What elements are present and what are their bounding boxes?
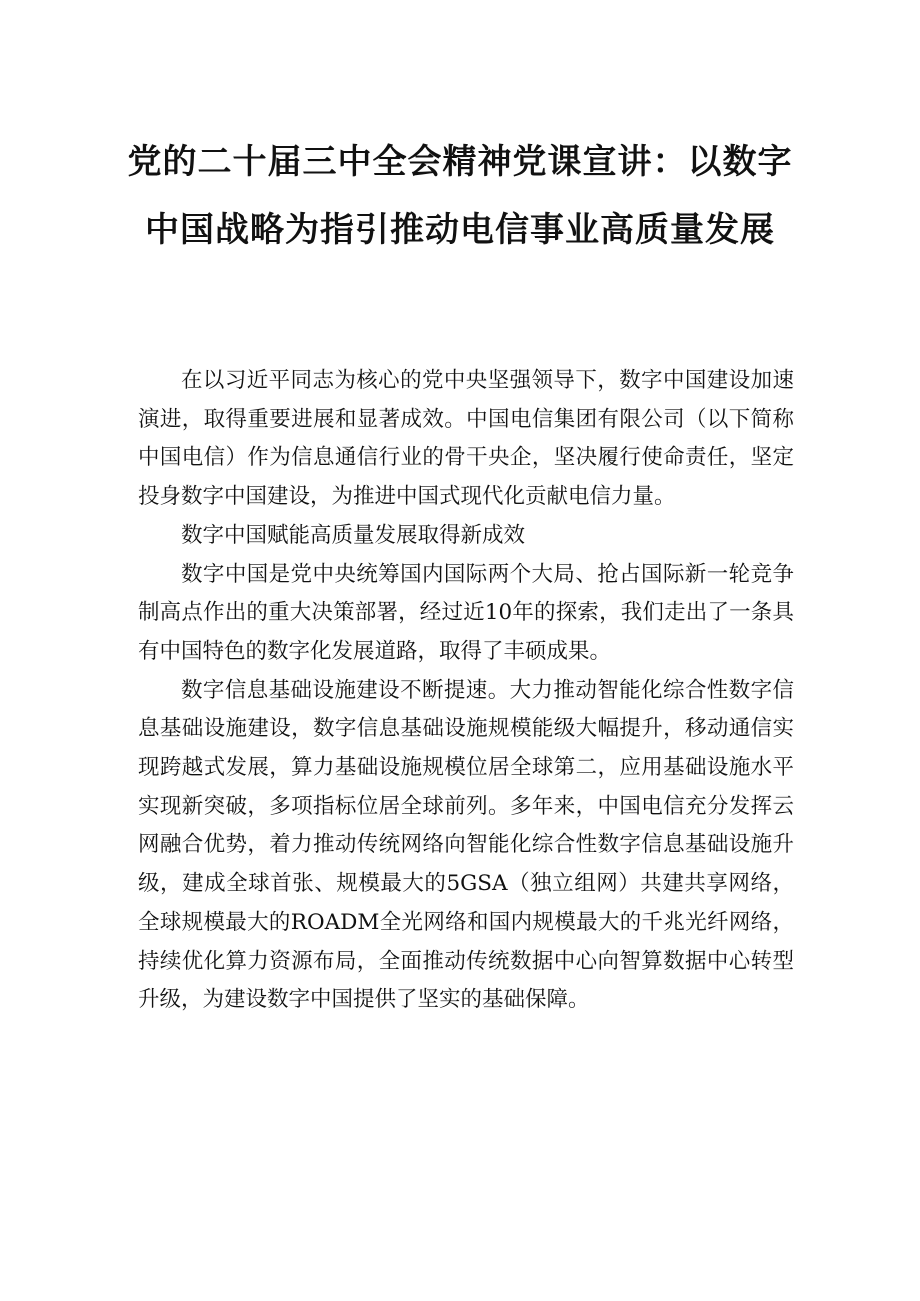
document-body (138, 362, 794, 1020)
document-title: 党的二十届三中全会精神党课宣讲：以数字中国战略为指引推动电信事业高质量发展 (127, 142, 793, 250)
paragraph-intro: 在以习近平同志为核心的党中央坚强领导下，数字中国建设加速演进，取得重要进展和显著成效。中国电信集团有限公司（以下简称中国电信）作为信息通信行业的骨干央企，坚决履行使命责任，坚定投身数字中国建设，为推进中国式现代化贡献电信力量。 (138, 368, 794, 510)
paragraph-infrastructure: 数字信息基础设施建设不断提速。大力推动智能化综合性数字信息基础设施建设，数字信息基础设施规模能级大幅提升，移动通信实现跨越式发展，算力基础设施规模位居全球第二，应用基础设施水平实现新突破，多项指标位居全球前列。多年来，中国电信充分发挥云网融合优势，着力推动传统网络向智能化综合性数字信息基础设施升级，建成全球首张、规模最大的5GSA（独立组网）共建共享网络，全球规模最大的ROADM全光网络和国内规模最大的千兆光纤网络，持续优化算力资源布局，全面推动传统数据中心向智算数据中心转型升级，为建设数字中国提供了坚实的基础保障。 (138, 677, 794, 1013)
section-heading: 数字中国赋能高质量发展取得新成效 (181, 522, 526, 548)
paragraph-overview: 数字中国是党中央统筹国内国际两个大局、抢占国际新一轮竞争制高点作出的重大决策部署，经过近10年的探索，我们走出了一条具有中国特色的数字化发展道路，取得了丰硕成果。 (138, 561, 794, 664)
